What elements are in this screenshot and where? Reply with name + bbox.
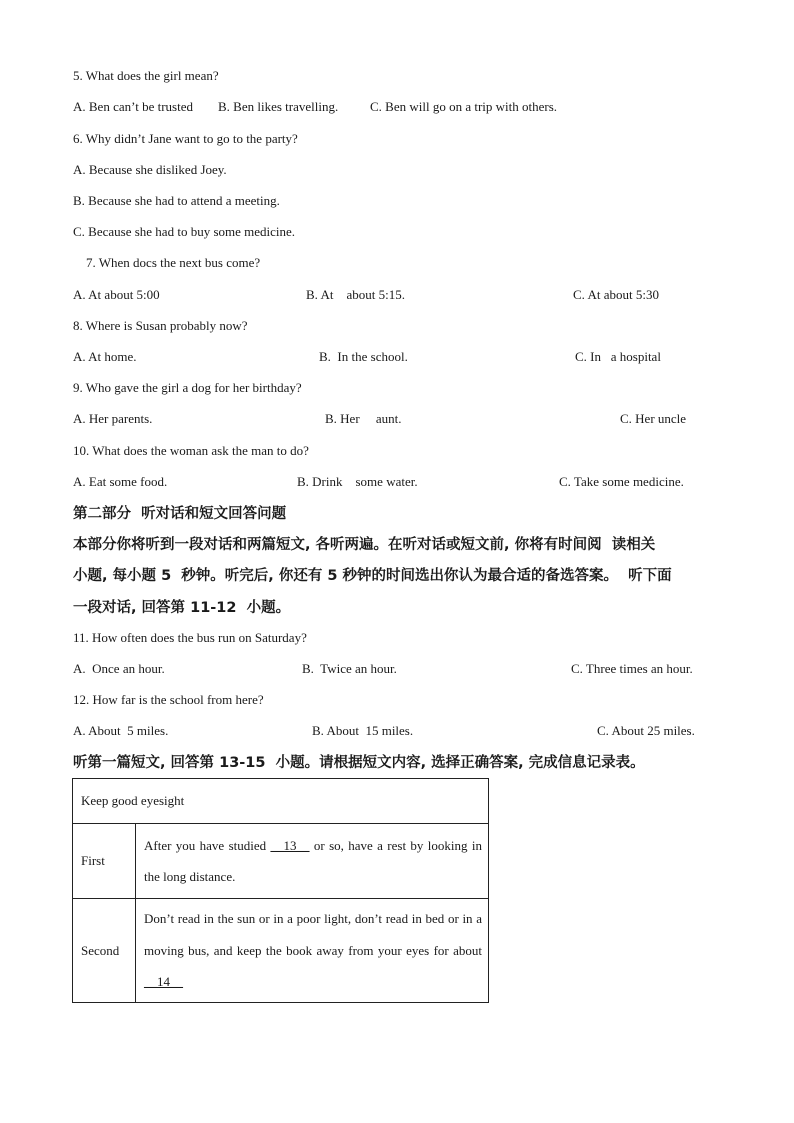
info-record-table bbox=[72, 778, 489, 1003]
option-c: C. Three times an hour. bbox=[571, 661, 693, 676]
row-text-before: Don’t read in the sun or in a poor light, don’t read in bed or in a moving bus, and keep the book away from your eyes for about bbox=[144, 911, 482, 958]
option-c: C. Her uncle bbox=[620, 411, 687, 426]
question-stem: 12. How far is the school from here? bbox=[73, 692, 264, 707]
option-b: B. Because she had to attend a meeting. bbox=[73, 193, 280, 208]
option-a: A. About 5 miles. bbox=[73, 723, 169, 738]
blank-14: __14__ bbox=[144, 974, 183, 990]
option-b: B. At about 5:15. bbox=[306, 287, 405, 302]
instruction-line: 本部分你将听到一段对话和两篇短文, 各听两遍。在听对话或短文前, 你将有时间阅 读相关 bbox=[73, 537, 656, 553]
option-a: A. Her parents. bbox=[73, 411, 153, 426]
option-c: C. Because she had to buy some medicine. bbox=[73, 224, 296, 239]
table-title: Keep good eyesight bbox=[73, 779, 489, 824]
question-stem: 9. Who gave the girl a dog for her birthday? bbox=[73, 380, 302, 395]
option-a: A. At about 5:00 bbox=[73, 287, 160, 302]
question-stem: 8. Where is Susan probably now? bbox=[73, 318, 248, 333]
passage-instruction: 听第一篇短文, 回答第 13-15 小题。请根据短文内容, 选择正确答案, 完成信息记录表。 bbox=[73, 755, 645, 771]
row-text bbox=[136, 824, 489, 899]
option-c: C. At about 5:30 bbox=[573, 287, 659, 302]
question-stem: 10. What does the woman ask the man to do? bbox=[73, 443, 309, 458]
table-row bbox=[73, 824, 489, 899]
option-a: A. Ben can’t be trusted bbox=[73, 99, 193, 114]
option-a: A. Because she disliked Joey. bbox=[73, 162, 227, 177]
option-a: A. At home. bbox=[73, 349, 137, 364]
option-b: B. Twice an hour. bbox=[302, 661, 397, 676]
option-a: A. Eat some food. bbox=[73, 474, 168, 489]
blank-13: __13__ bbox=[270, 837, 310, 853]
option-b: B. About 15 miles. bbox=[312, 723, 414, 738]
row-text-after: or so, have a rest by looking in the long distance. bbox=[144, 837, 482, 884]
row-label: First bbox=[73, 824, 136, 899]
question-stem: 6. Why didn’t Jane want to go to the party? bbox=[73, 131, 298, 146]
instruction-line: 小题, 每小题 5 秒钟。听完后, 你还有 5 秒钟的时间选出你认为最合适的备选答案。 听下面 bbox=[73, 568, 672, 584]
row-label: Second bbox=[73, 899, 136, 1003]
section-heading: 第二部分 听对话和短文回答问题 bbox=[73, 506, 287, 522]
option-b: B. Her aunt. bbox=[325, 411, 402, 426]
option-c: C. Ben will go on a trip with others. bbox=[370, 99, 558, 114]
table-row bbox=[73, 779, 489, 824]
option-b: B. Ben likes travelling. bbox=[218, 99, 339, 114]
option-c: C. In a hospital bbox=[575, 349, 661, 364]
row-text bbox=[136, 899, 489, 1003]
table-row bbox=[73, 899, 489, 1003]
instruction-line: 一段对话, 回答第 11-12 小题。 bbox=[73, 600, 291, 616]
option-c: C. Take some medicine. bbox=[559, 474, 684, 489]
row-text-before: After you have studied bbox=[144, 837, 271, 853]
option-c: C. About 25 miles. bbox=[597, 723, 695, 738]
question-stem: 11. How often does the bus run on Saturday? bbox=[73, 630, 307, 645]
option-b: B. Drink some water. bbox=[297, 474, 418, 489]
question-stem: 5. What does the girl mean? bbox=[73, 68, 219, 83]
option-b: B. In the school. bbox=[319, 349, 408, 364]
option-a: A. Once an hour. bbox=[73, 661, 165, 676]
question-stem: 7. When docs the next bus come? bbox=[86, 255, 261, 270]
